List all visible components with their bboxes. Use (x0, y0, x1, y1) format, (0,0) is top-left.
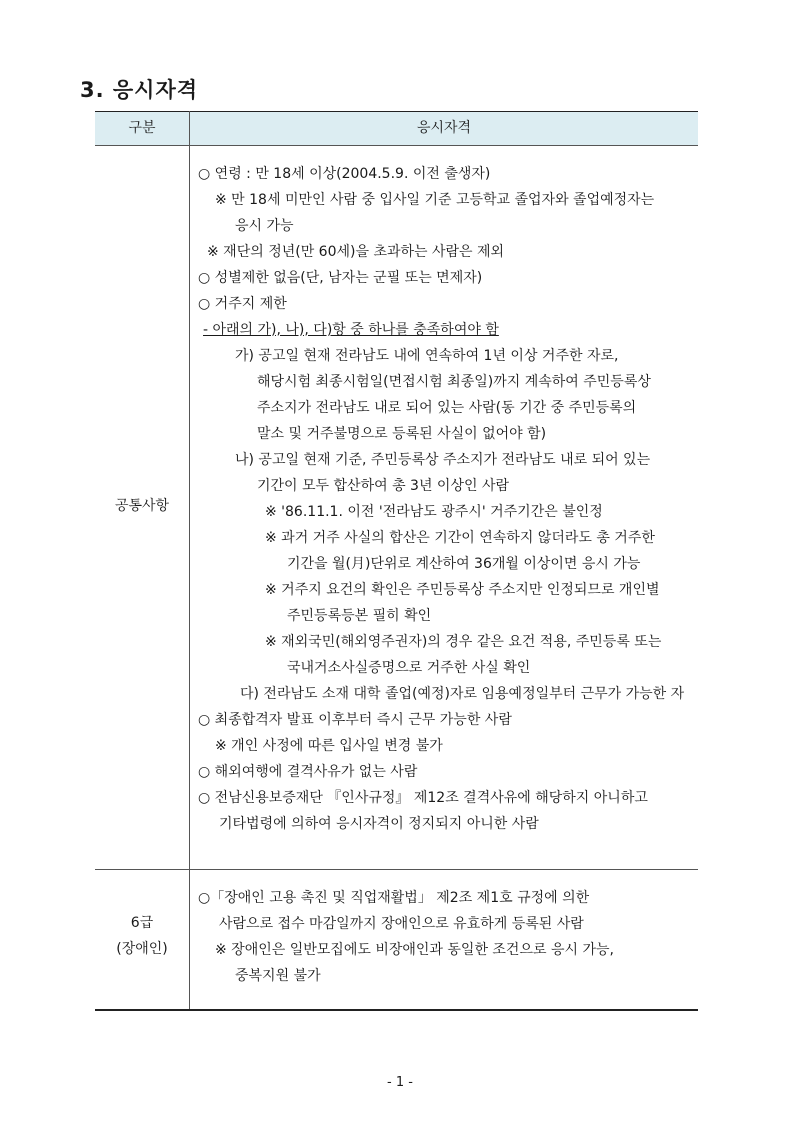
list-item: 국내거소사실증명으로 거주한 사실 확인 (287, 660, 531, 676)
list-item: - 아래의 가), 나), 다)항 중 하나를 충족하여야 함 (203, 322, 499, 338)
eligibility-table (95, 111, 698, 1011)
list-item: ○ 최종합격자 발표 이후부터 즉시 근무 가능한 사람 (198, 712, 512, 728)
list-item: ○「장애인 고용 촉진 및 직업재활법」 제2조 제1호 규정에 의한 (198, 890, 590, 906)
table-bottom-border (95, 1009, 698, 1011)
list-item: 사람으로 접수 마감일까지 장애인으로 유효하게 등록된 사람 (219, 916, 584, 932)
list-item: ○ 연령 : 만 18세 이상(2004.5.9. 이전 출생자) (198, 166, 491, 182)
list-item: ○ 전남신용보증재단 『인사규정』 제12조 결격사유에 해당하지 아니하고 (198, 790, 648, 806)
header-eligibility: 응시자격 (416, 120, 472, 136)
list-item: 나) 공고일 현재 기준, 주민등록상 주소지가 전라남도 내로 되어 있는 (235, 452, 651, 468)
list-item: ※ 거주지 요건의 확인은 주민등록상 주소지만 인정되므로 개인별 (265, 582, 660, 598)
list-item: 주민등록등본 필히 확인 (287, 608, 432, 624)
list-item: 기간이 모두 합산하여 총 3년 이상인 사람 (257, 478, 509, 494)
list-item: 주소지가 전라남도 내로 되어 있는 사람(동 기간 중 주민등록의 (257, 400, 637, 416)
list-item: 다) 전라남도 소재 대학 졸업(예정)자로 임용예정일부터 근무가 가능한 자 (240, 686, 685, 702)
list-item: 응시 가능 (235, 218, 294, 234)
row-divider (95, 869, 698, 870)
list-item: 해당시험 최종시험일(면접시험 최종일)까지 계속하여 주민등록상 (257, 374, 651, 390)
section-title: 3. 응시자격 (80, 78, 199, 102)
list-item: ※ 장애인은 일반모집에도 비장애인과 동일한 조건으로 응시 가능, (215, 942, 614, 958)
list-item: 말소 및 거주불명으로 등록된 사실이 없어야 함) (257, 426, 547, 442)
list-item: ※ '86.11.1. 이전 '전라남도 광주시' 거주기간은 불인정 (265, 504, 603, 520)
list-item: 중복지원 불가 (235, 968, 321, 984)
column-divider (189, 111, 190, 1011)
header-category: 구분 (128, 120, 156, 136)
list-item: 가) 공고일 현재 전라남도 내에 연속하여 1년 이상 거주한 자로, (235, 348, 619, 364)
list-item: ○ 해외여행에 결격사유가 없는 사람 (198, 764, 418, 780)
list-item: ○ 거주지 제한 (198, 296, 287, 312)
page-number: - 1 - (387, 1075, 413, 1090)
list-item: ○ 성별제한 없음(단, 남자는 군필 또는 면제자) (198, 270, 483, 286)
list-item: ※ 만 18세 미만인 사람 중 입사일 기준 고등학교 졸업자와 졸업예정자는 (215, 192, 655, 208)
category-grade6: 6급 (130, 915, 154, 931)
category-disabled: (장애인) (116, 941, 168, 957)
list-item: ※ 과거 거주 사실의 합산은 기간이 연속하지 않더라도 총 거주한 (265, 530, 655, 546)
category-common: 공통사항 (114, 498, 170, 514)
list-item: ※ 재단의 정년(만 60세)을 초과하는 사람은 제외 (207, 244, 505, 260)
list-item: 기타법령에 의하여 응시자격이 정지되지 아니한 사람 (219, 816, 539, 832)
list-item: ※ 재외국민(해외영주권자)의 경우 같은 요건 적용, 주민등록 또는 (265, 634, 662, 650)
list-item: 기간을 월(月)단위로 계산하여 36개월 이상이면 응시 가능 (287, 556, 641, 572)
list-item: ※ 개인 사정에 따른 입사일 변경 불가 (215, 738, 443, 754)
